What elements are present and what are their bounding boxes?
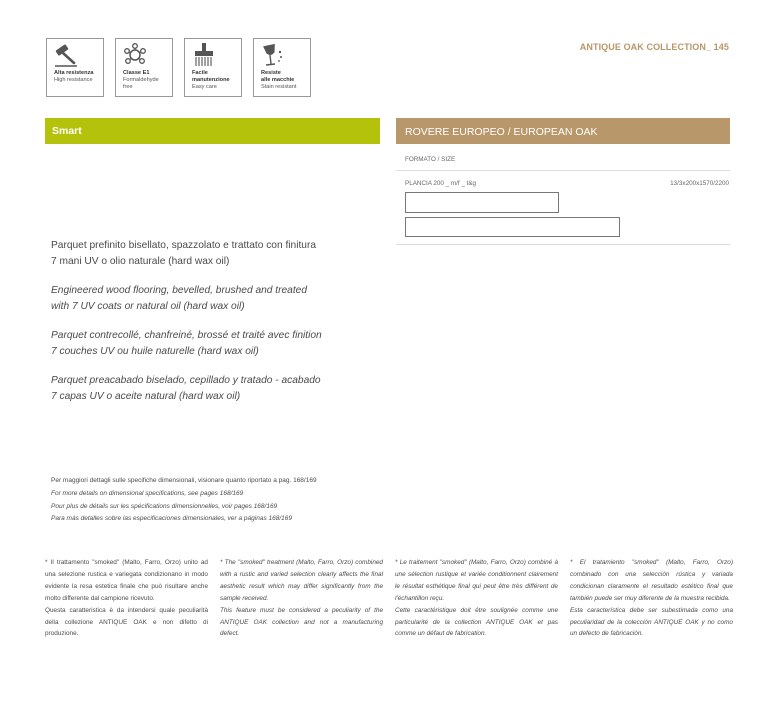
- details-line: Per maggiori dettagli sulle specifiche dimensionali, visionare quanto riportato a pag. 168/169: [51, 477, 317, 484]
- details-line: Para más detalles sobre las especificaciones dimensionales, ver a páginas 168/169: [51, 515, 293, 523]
- description-line: 7 mani UV o olio naturale (hard wax oil): [51, 255, 230, 267]
- description-line: Engineered wood flooring, bevelled, brushed and treated: [51, 285, 308, 296]
- note-paragraph: * Le traitement "smoked" (Malto, Farro, Orzo) combiné à une sélection rustique et variée conditionnent clairement le résultat esthétique final qui peut être très différent de l'échantillon reçu.: [395, 559, 558, 602]
- note-en: [220, 557, 383, 640]
- molecule-icon: [122, 42, 148, 68]
- size-field-1[interactable]: [405, 192, 559, 213]
- smart-section-bar: [45, 118, 380, 144]
- note-fr: [395, 557, 558, 640]
- plank-size: 13/3x200x1570/2200: [670, 180, 729, 187]
- feature-title-2: manutenzione: [192, 76, 230, 83]
- feature-stain-resistant: [253, 38, 311, 97]
- feature-title: Alta resistenza: [54, 70, 94, 76]
- smart-section-title: Smart: [52, 125, 82, 137]
- feature-title: Classe E1: [123, 70, 150, 76]
- feature-title: Resiste: [261, 70, 281, 76]
- note-paragraph: Questa caratteristica è da intendersi quale peculiarità della collezione ANTIQUE OAK e non difetto di produzione.: [45, 606, 208, 638]
- collection-title: ANTIQUE OAK COLLECTION_ 145: [579, 42, 729, 52]
- dimension-details: [51, 475, 317, 526]
- feature-high-resistance: [46, 38, 104, 97]
- details-line: Pour plus de détails sur les spécifications dimensionnelles, voir pages 168/169: [51, 502, 278, 510]
- wine-glass-icon: [260, 42, 286, 68]
- note-paragraph: * The "smoked" treatment (Malto, Farro, Orzo) combined with a rustic and varied selection clearly affects the final aesthetic result which may differ significantly from the sample received.: [220, 559, 383, 602]
- brush-icon: [191, 42, 217, 68]
- feature-title-2: alle macchie: [261, 76, 295, 83]
- feature-subtitle: free: [123, 83, 133, 90]
- description-line: Parquet contrecollé, chanfreiné, brossé et traité avec finition: [51, 330, 322, 341]
- plank-label: PLANCIA 200 _ m/f _ t&g: [405, 180, 477, 187]
- feature-subtitle: Stain resistant: [261, 83, 297, 90]
- note-paragraph: * El tratamiento "smoked" (Malto, Farro, Orzo) combinado con una selección rústica y variada condicionan claramente el resultado estético final que también puede ser muy diferente de la muestra recibida.: [570, 559, 733, 602]
- note-paragraph: This feature must be considered a peculiarity of the ANTIQUE OAK collection and not a manufacturing defect.: [220, 606, 383, 638]
- size-field-2[interactable]: [405, 217, 620, 237]
- note-paragraph: * Il trattamento "smoked" (Malto, Farro, Orzo) unito ad una selezione rustica e variegata condizionano in modo evidente la resa estetica finale che può risultare anche molto differente dal campione ricevuto.: [45, 559, 208, 602]
- hammer-icon: [53, 42, 79, 68]
- description-en: [51, 283, 307, 314]
- feature-easy-care: [184, 38, 242, 97]
- feature-subtitle: Formaldehyde: [123, 76, 159, 83]
- format-label: FORMATO / SIZE: [405, 156, 456, 163]
- description-line: Parquet preacabado biselado, cepillado y tratado - acabado: [51, 375, 321, 386]
- note-paragraph: Cette caractéristique doit être soulignée comme une particularité de la collection ANTIQUE OAK et pas comme un défaut de fabrication.: [395, 606, 558, 638]
- note-paragraph: Esta característica debe ser subestimada como una peculiaridad de la colección ANTIQUE OAK y no como un defecto de fabricación.: [570, 606, 733, 638]
- description-line: Parquet prefinito bisellato, spazzolato e trattato con finitura: [51, 240, 317, 251]
- feature-subtitle: High resistance: [54, 76, 93, 83]
- feature-e1-class: [115, 38, 173, 97]
- divider: [396, 244, 730, 245]
- oak-section-title: ROVERE EUROPEO / EUROPEAN OAK: [405, 126, 598, 138]
- description-it: [51, 238, 316, 269]
- feature-title: Facile: [192, 70, 208, 76]
- feature-subtitle: Easy care: [192, 83, 217, 90]
- oak-section-bar: [396, 118, 730, 144]
- description-fr: [51, 328, 322, 359]
- description-es: [51, 373, 321, 404]
- description-line: with 7 UV coats or natural oil (hard wax oil): [51, 300, 245, 312]
- note-es: [570, 557, 733, 640]
- note-it: [45, 557, 208, 640]
- details-line: For more details on dimensional specifications, see pages 168/169: [51, 489, 244, 497]
- description-line: 7 capas UV o aceite natural (hard wax oil): [51, 390, 241, 402]
- description-line: 7 couches UV ou huile naturelle (hard wax oil): [51, 345, 259, 357]
- divider: [396, 170, 730, 171]
